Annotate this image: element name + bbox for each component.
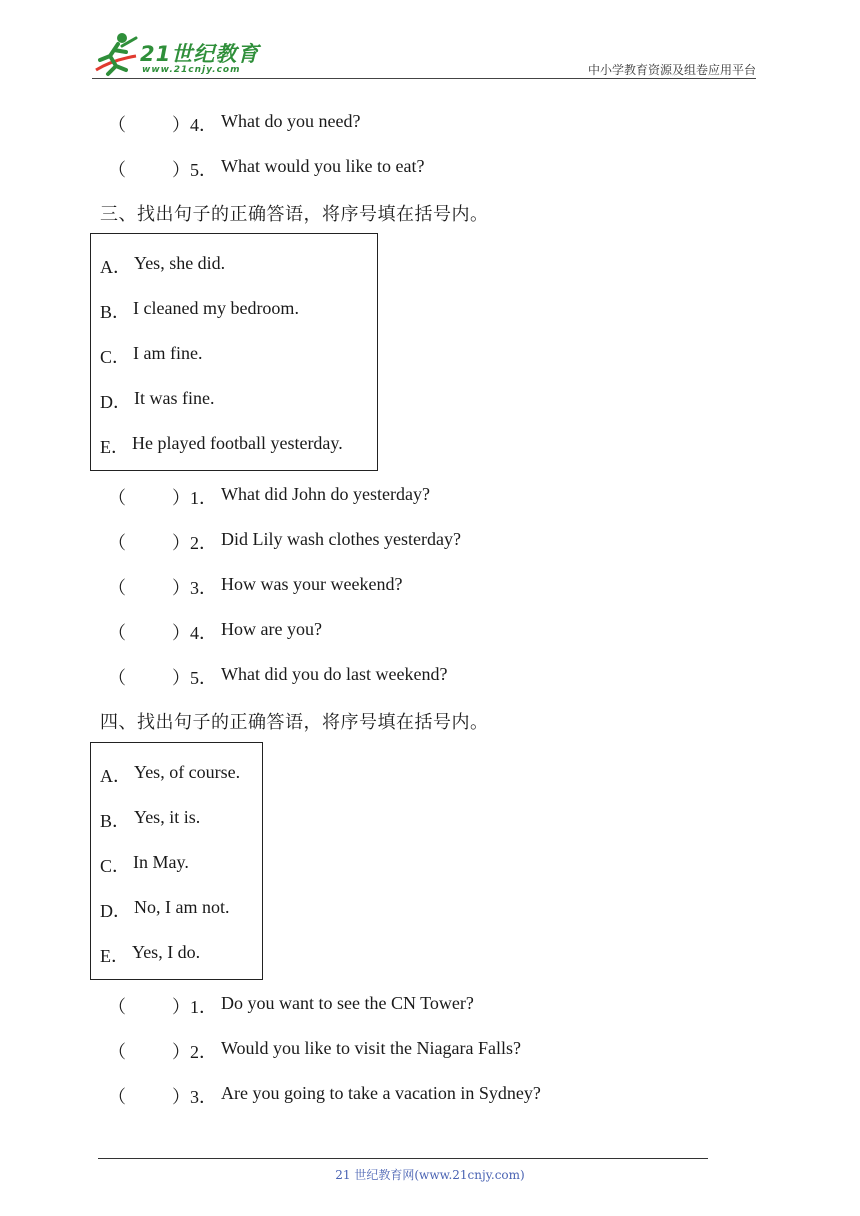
header-divider bbox=[92, 78, 756, 79]
answer-paren-right: ） bbox=[172, 1087, 190, 1107]
question-text: What do you need? bbox=[221, 111, 361, 131]
footer-text: 21 世纪教育网(www.21cnjy.com) bbox=[335, 1168, 525, 1182]
section-3-options-box bbox=[90, 233, 378, 471]
option-letter: A． bbox=[100, 766, 131, 786]
answer-paren-right: ） bbox=[172, 997, 190, 1017]
question-text: How are you? bbox=[221, 619, 322, 639]
question-text: What would you like to eat? bbox=[221, 156, 425, 176]
option-text: He played football yesterday. bbox=[132, 433, 343, 453]
option-text: Yes, she did. bbox=[134, 253, 226, 273]
answer-paren-right: ） bbox=[172, 488, 190, 508]
option-letter: E． bbox=[100, 946, 129, 966]
option-text: It was fine. bbox=[134, 388, 215, 408]
question-number: 2． bbox=[190, 1042, 217, 1062]
answer-paren-right: ） bbox=[172, 533, 190, 553]
option-letter: A． bbox=[100, 257, 131, 277]
answer-paren-right: ） bbox=[172, 1042, 190, 1062]
question-number: 4． bbox=[190, 623, 217, 643]
question-number: 5． bbox=[190, 160, 217, 180]
option-text: No, I am not. bbox=[134, 897, 230, 917]
question-number: 3． bbox=[190, 578, 217, 598]
answer-paren-left: （ bbox=[108, 623, 126, 643]
option-letter: C． bbox=[100, 856, 131, 876]
question-number: 4． bbox=[190, 115, 217, 135]
question-number: 1． bbox=[190, 488, 217, 508]
option-text: In May. bbox=[133, 852, 189, 872]
answer-paren-left: （ bbox=[108, 997, 126, 1017]
option-letter: B． bbox=[100, 811, 131, 831]
question-text: What did John do yesterday? bbox=[221, 484, 430, 504]
answer-paren-left: （ bbox=[108, 533, 126, 553]
answer-paren-right: ） bbox=[172, 115, 190, 135]
question-text: What did you do last weekend? bbox=[221, 664, 448, 684]
answer-paren-left: （ bbox=[108, 488, 126, 508]
answer-paren-right: ） bbox=[172, 668, 190, 688]
page-header bbox=[92, 30, 756, 80]
answer-paren-left: （ bbox=[108, 115, 126, 135]
option-text: I am fine. bbox=[133, 343, 203, 363]
option-text: Yes, I do. bbox=[132, 942, 201, 962]
section-4-title: 四、找出句子的正确答语，将序号填在括号内。 bbox=[100, 712, 489, 733]
answer-paren-right: ） bbox=[172, 160, 190, 180]
question-number: 3． bbox=[190, 1087, 217, 1107]
answer-paren-right: ） bbox=[172, 578, 190, 598]
option-letter: D． bbox=[100, 901, 131, 921]
option-text: Yes, of course. bbox=[134, 762, 241, 782]
section-4-options-box bbox=[90, 742, 263, 980]
question-text: How was your weekend? bbox=[221, 574, 403, 594]
question-text: Are you going to take a vacation in Sydney? bbox=[221, 1083, 541, 1103]
question-text: Did Lily wash clothes yesterday? bbox=[221, 529, 461, 549]
section-3-title: 三、找出句子的正确答语，将序号填在括号内。 bbox=[100, 204, 489, 225]
answer-paren-right: ） bbox=[172, 623, 190, 643]
option-letter: B． bbox=[100, 302, 131, 322]
answer-paren-left: （ bbox=[108, 578, 126, 598]
option-letter: C． bbox=[100, 347, 131, 367]
footer-divider bbox=[98, 1158, 708, 1159]
site-logo bbox=[92, 30, 262, 78]
option-letter: D． bbox=[100, 392, 131, 412]
answer-paren-left: （ bbox=[108, 160, 126, 180]
logo-text: 21世纪教育 bbox=[140, 42, 260, 66]
question-number: 1． bbox=[190, 997, 217, 1017]
question-number: 5． bbox=[190, 668, 217, 688]
answer-paren-left: （ bbox=[108, 1087, 126, 1107]
question-text: Do you want to see the CN Tower? bbox=[221, 993, 474, 1013]
header-platform-text: 中小学教育资源及组卷应用平台 bbox=[587, 63, 756, 77]
option-text: Yes, it is. bbox=[134, 807, 201, 827]
answer-paren-left: （ bbox=[108, 668, 126, 688]
runner-icon bbox=[92, 30, 144, 78]
question-number: 2． bbox=[190, 533, 217, 553]
answer-paren-left: （ bbox=[108, 1042, 126, 1062]
logo-url: www.21cnjy.com bbox=[142, 65, 241, 75]
option-letter: E． bbox=[100, 437, 129, 457]
question-text: Would you like to visit the Niagara Falls? bbox=[221, 1038, 521, 1058]
option-text: I cleaned my bedroom. bbox=[133, 298, 299, 318]
